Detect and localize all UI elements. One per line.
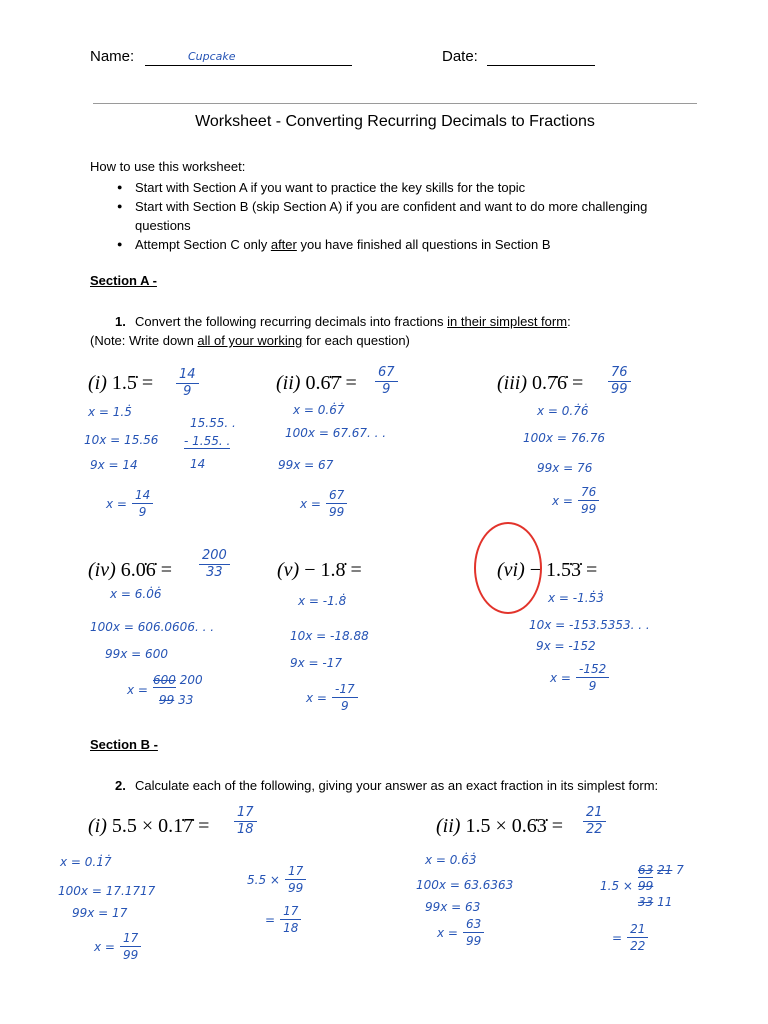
problem-expression: 1.5̇ = xyxy=(111,372,154,394)
subtraction-line: - 1.55. . xyxy=(184,434,231,448)
note-emphasis: all of your working xyxy=(197,333,303,348)
working-line: 10x = 15.56 xyxy=(84,433,159,447)
working-line: 100x = 63.6363 xyxy=(416,878,514,892)
answer-fraction xyxy=(608,366,631,397)
problem-label: (iii) xyxy=(497,372,527,394)
date-blank-line xyxy=(487,65,595,66)
struck-denominator: 33 xyxy=(637,895,654,909)
problem-label: (ii) xyxy=(436,815,461,837)
numerator: 76 xyxy=(578,485,599,501)
struck-denominator: 99 xyxy=(637,879,654,893)
question-emphasis: in their simplest form xyxy=(447,314,568,329)
problem-a-iii xyxy=(497,371,583,395)
numerator: 200 xyxy=(199,549,230,565)
denominator: 22 xyxy=(586,822,603,837)
working-line: 99x = 17 xyxy=(72,906,128,920)
result-simplification xyxy=(153,670,203,710)
working-line: 100x = 67.67. . . xyxy=(285,426,387,440)
numerator: 21 xyxy=(627,922,648,938)
answer-fraction xyxy=(375,366,398,397)
final-fraction xyxy=(627,922,648,953)
numerator: 67 xyxy=(326,488,347,504)
denominator: 18 xyxy=(237,822,254,837)
problem-expression: 1.5 × 0.6̇3̇ = xyxy=(465,815,563,837)
problem-label: (ii) xyxy=(276,372,301,394)
working-line: 9x = -17 xyxy=(290,656,343,670)
working-line: 100x = 17.1717 xyxy=(58,884,156,898)
working-line: 99x = 63 xyxy=(425,900,481,914)
note-text: for each question) xyxy=(302,333,410,348)
denominator: 9 xyxy=(340,699,349,713)
problem-label: (i) xyxy=(88,372,107,394)
numerator: 67 xyxy=(375,366,398,382)
working-line: x = 0.6̇7̇ xyxy=(293,403,345,417)
problem-label: (vi) xyxy=(497,559,525,581)
working-line: 99x = 67 xyxy=(278,458,334,472)
instruction-item xyxy=(117,178,697,197)
denominator: 99 xyxy=(611,382,628,397)
problem-expression: − 1.8̇ = xyxy=(304,559,362,581)
working-result xyxy=(106,488,153,519)
problem-label: (iv) xyxy=(88,559,116,581)
working-line: 10x = -18.88 xyxy=(290,629,369,643)
result-prefix: x = xyxy=(552,493,573,508)
numerator: 14 xyxy=(132,488,153,504)
denominator: 99 xyxy=(328,505,345,519)
question-2-number: 2. xyxy=(115,778,126,793)
problem-expression: 5.5 × 0.1̇7̇ = xyxy=(111,815,210,837)
answer-fraction xyxy=(583,806,606,837)
struck-numerator: 600 xyxy=(152,673,176,687)
working-result xyxy=(127,670,203,710)
numerator: 21 xyxy=(583,806,606,822)
working-final xyxy=(612,922,648,953)
numerator: 14 xyxy=(176,368,199,384)
final-fraction xyxy=(280,904,301,935)
denominator: 9 xyxy=(183,384,192,399)
denominator: 99 xyxy=(122,948,139,962)
name-blank-line xyxy=(145,65,352,66)
working-result xyxy=(550,662,609,693)
denominator: 9 xyxy=(382,382,391,397)
calc-fraction xyxy=(285,864,306,895)
working-line: x = 0.6̇3̇ xyxy=(425,853,477,867)
subtraction-result: 14 xyxy=(190,457,206,471)
working-line: x = 1.5̇ xyxy=(88,405,132,419)
problem-a-v xyxy=(277,558,362,582)
section-b-heading: Section B - xyxy=(90,737,158,752)
result-fraction xyxy=(332,682,358,713)
working-calc xyxy=(247,864,306,895)
working-result xyxy=(306,682,358,713)
denominator: 9 xyxy=(138,505,147,519)
denominator: 18 xyxy=(283,921,299,935)
problem-expression: 0.6̇7̇ = xyxy=(305,372,357,394)
result-prefix: x = xyxy=(437,925,458,940)
problem-b-i xyxy=(88,814,209,838)
struck-numerator: 21 xyxy=(657,863,673,877)
question-text: Convert the following recurring decimals into fractions xyxy=(135,314,448,329)
denominator: 9 xyxy=(588,679,597,693)
working-final xyxy=(265,904,301,935)
result-prefix: x = xyxy=(306,690,327,705)
denominator: 33 xyxy=(178,693,194,707)
denominator: 99 xyxy=(465,934,482,948)
working-line: x = -1.8̇ xyxy=(298,594,347,608)
calc-simplification xyxy=(638,862,684,910)
result-fraction xyxy=(132,488,153,519)
bullet-icon: ● xyxy=(117,239,123,249)
numerator: 17 xyxy=(234,806,257,822)
name-label: Name: xyxy=(90,48,135,65)
calc-lead: 1.5 × xyxy=(600,879,633,893)
instructions-list xyxy=(117,178,697,254)
instruction-text: Start with Section A if you want to practice the key skills for the topic xyxy=(135,180,526,195)
working-line: 100x = 606.0606. . . xyxy=(90,620,215,634)
working-line: 99x = 600 xyxy=(105,647,168,661)
instruction-emphasis: after xyxy=(270,237,297,252)
note-text: (Note: Write down xyxy=(90,333,198,348)
working-line: 9x = -152 xyxy=(536,639,596,653)
numerator: 200 xyxy=(179,673,203,687)
numerator: 7 xyxy=(676,863,684,877)
denominator: 11 xyxy=(657,895,673,909)
numerator: 17 xyxy=(285,864,306,880)
problem-a-ii xyxy=(276,371,357,395)
problem-expression: 6.0̇6̇ = xyxy=(120,559,173,581)
instruction-text: Start with Section B (skip Section A) if you are confident and want to do more challenging questions xyxy=(135,199,648,233)
problem-expression: − 1.5̇3̇ = xyxy=(529,559,598,581)
result-fraction xyxy=(578,485,599,516)
working-line: x = 0.1̇7̇ xyxy=(60,855,112,869)
working-result xyxy=(437,917,484,948)
result-prefix: x = xyxy=(300,496,321,511)
struck-numerator: 63 xyxy=(637,863,654,877)
working-line: 100x = 76.76 xyxy=(523,431,606,445)
problem-expression: 0.7̇6̇ = xyxy=(532,372,584,394)
working-line: x = 6.0̇6̇ xyxy=(110,587,162,601)
result-fraction xyxy=(576,662,609,693)
numerator: 17 xyxy=(120,931,141,947)
name-value: Cupcake xyxy=(188,50,236,63)
working-line: x = 0.7̇6̇ xyxy=(537,404,589,418)
working-result xyxy=(552,485,599,516)
result-prefix: x = xyxy=(127,683,148,697)
section-a-heading: Section A - xyxy=(90,273,157,288)
question-2-text: Calculate each of the following, giving your answer as an exact fraction in its simplest form: xyxy=(135,778,659,793)
question-text: : xyxy=(567,314,571,329)
numerator: 17 xyxy=(280,904,301,920)
result-fraction xyxy=(120,931,141,962)
worksheet-title: Worksheet - Converting Recurring Decimals to Fractions xyxy=(195,113,595,130)
working-calc xyxy=(600,862,684,910)
problem-label: (i) xyxy=(88,815,107,837)
final-prefix: = xyxy=(612,930,623,945)
problem-b-ii xyxy=(436,814,563,838)
subtraction-line: 15.55. . xyxy=(190,416,236,430)
denominator: 33 xyxy=(206,565,223,580)
instruction-text: Attempt Section C only xyxy=(135,237,271,252)
answer-fraction xyxy=(234,806,257,837)
bullet-icon: ● xyxy=(117,201,123,211)
result-prefix: x = xyxy=(550,670,571,685)
working-line: 99x = 76 xyxy=(537,461,593,475)
numerator: 76 xyxy=(608,366,631,382)
answer-fraction xyxy=(199,549,230,580)
working-result xyxy=(300,488,347,519)
header-divider xyxy=(93,103,697,104)
result-fraction xyxy=(326,488,347,519)
working-line: 10x = -153.5353. . . xyxy=(529,618,650,632)
working-line: 9x = 14 xyxy=(90,458,138,472)
result-fraction xyxy=(463,917,484,948)
working-result xyxy=(94,931,141,962)
instruction-item xyxy=(117,235,697,254)
bullet-icon: ● xyxy=(117,182,123,192)
final-prefix: = xyxy=(265,912,276,927)
date-label: Date: xyxy=(442,48,478,65)
red-circle-annotation xyxy=(474,522,542,614)
result-prefix: x = xyxy=(106,496,127,511)
problem-a-iv xyxy=(88,558,172,582)
answer-fraction xyxy=(176,368,199,399)
problem-label: (v) xyxy=(277,559,300,581)
question-1-number: 1. xyxy=(115,314,126,329)
numerator: -17 xyxy=(332,682,358,698)
calc-lead: 5.5 × xyxy=(247,872,280,887)
result-prefix: x = xyxy=(94,939,115,954)
struck-denominator: 99 xyxy=(158,693,175,707)
working-line: x = -1.5̇3̇ xyxy=(548,591,604,605)
question-1-note xyxy=(90,333,410,349)
numerator: 63 xyxy=(463,917,484,933)
denominator: 99 xyxy=(287,881,304,895)
denominator: 22 xyxy=(630,939,646,953)
denominator: 99 xyxy=(580,502,597,516)
problem-a-i xyxy=(88,371,153,395)
instruction-text: you have finished all questions in Section B xyxy=(296,237,551,252)
instruction-item xyxy=(117,197,697,235)
question-1-text xyxy=(135,314,571,330)
instructions-intro: How to use this worksheet: xyxy=(90,159,246,174)
numerator: -152 xyxy=(576,662,609,678)
